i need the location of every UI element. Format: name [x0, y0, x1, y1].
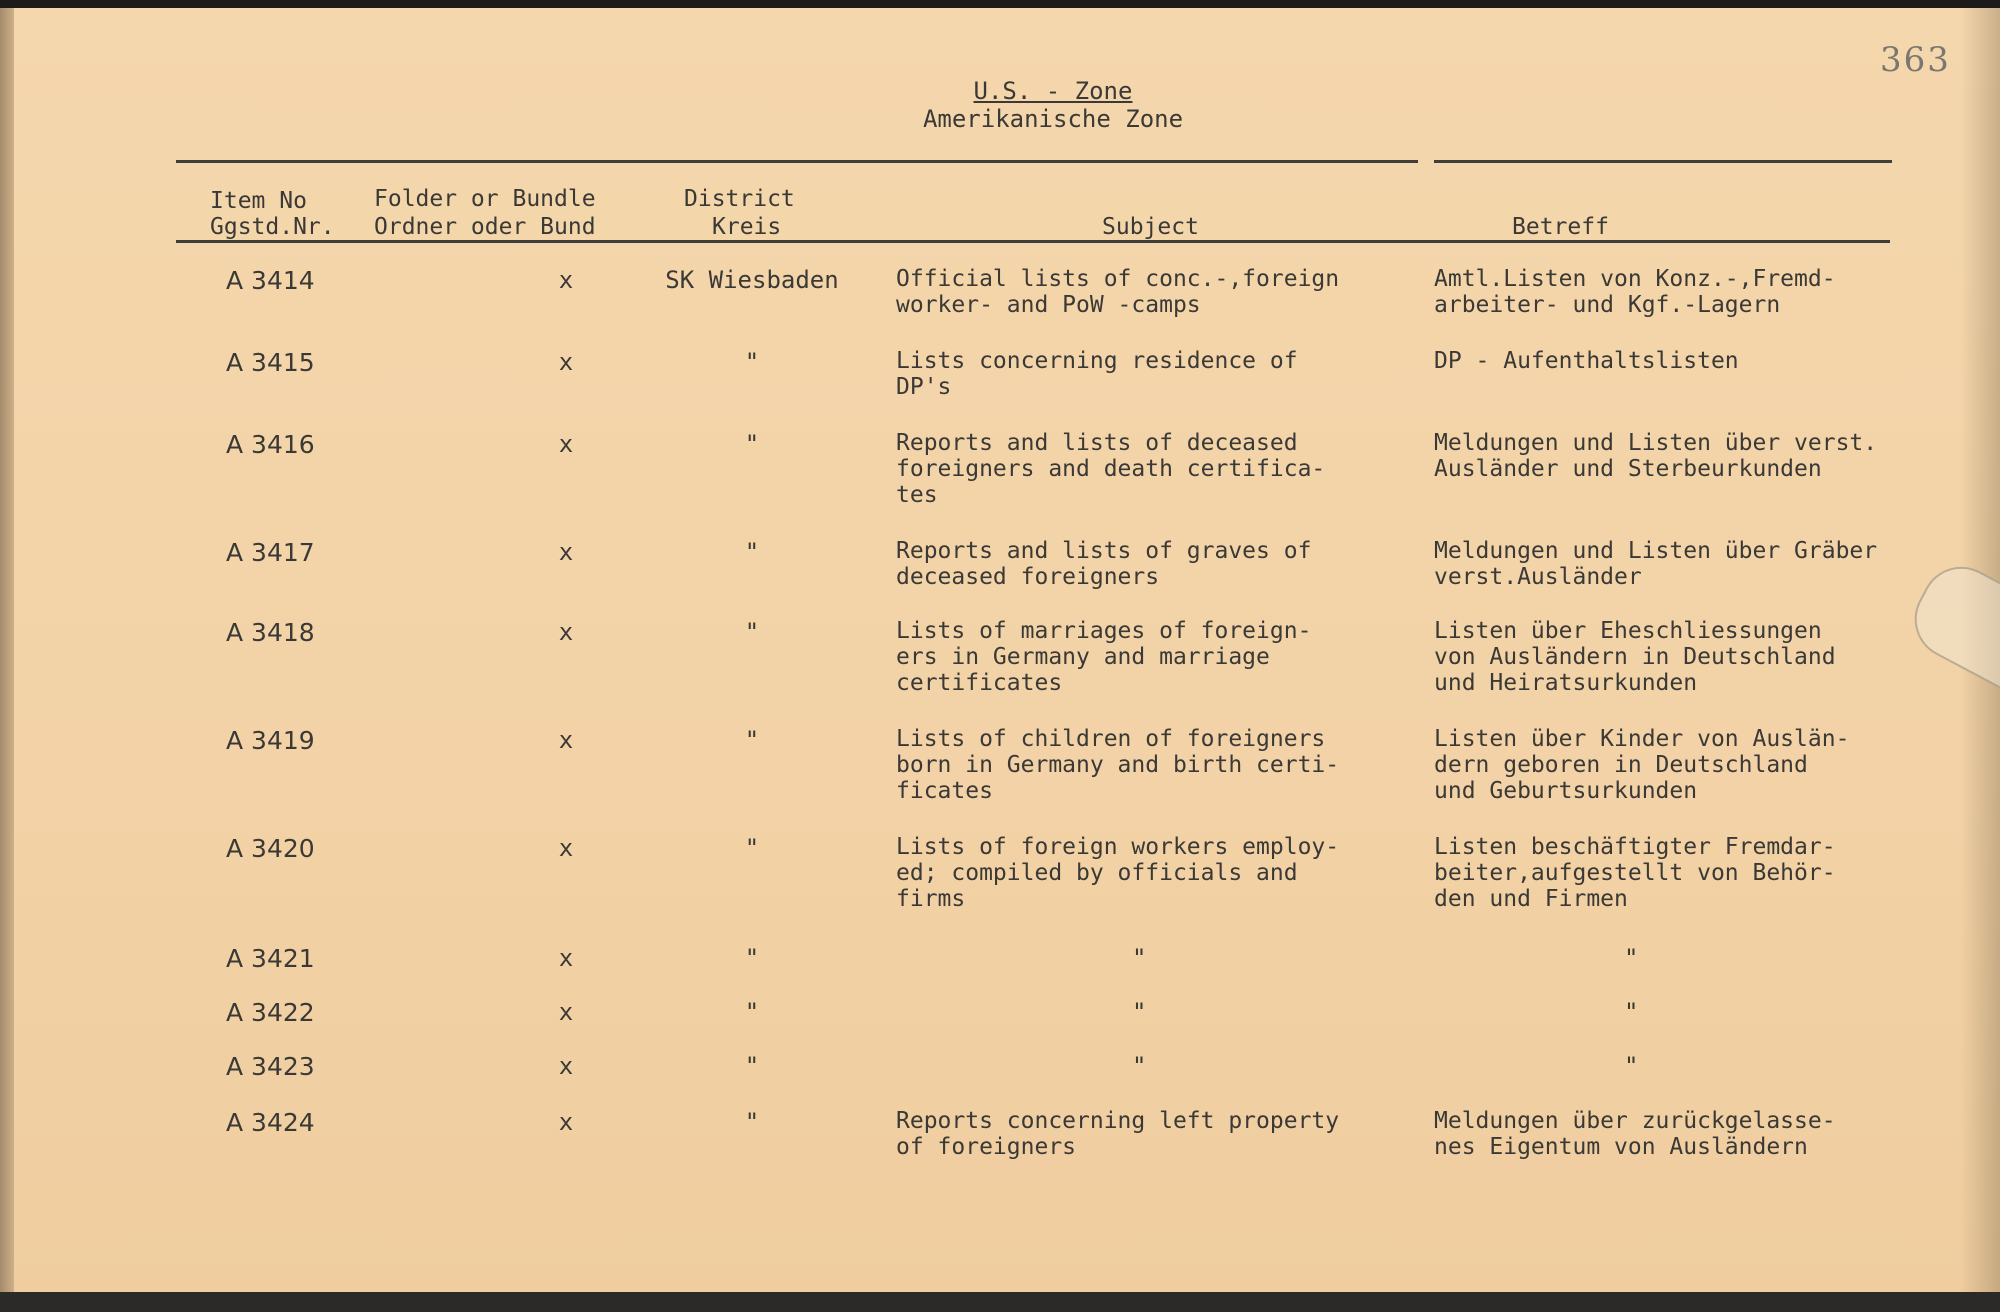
- item-number: A 3424: [226, 1108, 315, 1137]
- page-number: 363: [1880, 40, 1951, 80]
- betreff-text: Listen über Kinder von Auslän- dern geboren in Deutschland und Geburtsurkunden: [1434, 726, 1850, 804]
- betreff-text: Meldungen über zurückgelasse- nes Eigentum von Ausländern: [1434, 1108, 1836, 1160]
- header-betreff: Betreff: [1512, 214, 1609, 240]
- district: ": [744, 618, 760, 646]
- betreff-text: Listen beschäftigter Fremdar- beiter,aufgestellt von Behör- den und Firmen: [1434, 834, 1836, 912]
- header-item-en: Item No: [210, 188, 307, 214]
- folder-mark: x: [558, 1108, 574, 1136]
- subject-text: Lists of marriages of foreign- ers in Germany and marriage certificates: [896, 618, 1312, 696]
- zone-title-de: Amerikanische Zone: [922, 105, 1184, 133]
- folder-mark: x: [558, 1052, 574, 1080]
- district: ": [744, 538, 760, 566]
- subject-text: Official lists of conc.-,foreign worker- and PoW -camps: [896, 266, 1340, 318]
- district: ": [744, 430, 760, 458]
- district: SK Wiesbaden: [665, 266, 839, 294]
- header-subject: Subject: [1102, 214, 1199, 240]
- betreff-text: Listen über Eheschliessungen von Ausländern in Deutschland und Heiratsurkunden: [1434, 618, 1836, 696]
- district: ": [744, 998, 760, 1026]
- district: ": [744, 1052, 760, 1080]
- subject-ditto: ": [1132, 998, 1147, 1026]
- betreff-text: DP - Aufenthaltslisten: [1434, 348, 1739, 374]
- item-number: A 3421: [226, 944, 315, 973]
- district: ": [744, 726, 760, 754]
- subject-text: Lists of foreign workers employ- ed; compiled by officials and firms: [896, 834, 1340, 912]
- header-district-de: Kreis: [712, 214, 782, 240]
- subject-text: Reports concerning left property of foreigners: [896, 1108, 1340, 1160]
- betreff-ditto: ": [1624, 1052, 1639, 1080]
- betreff-ditto: ": [1624, 998, 1639, 1026]
- folder-mark: x: [558, 944, 574, 972]
- subject-ditto: ": [1132, 1052, 1147, 1080]
- subject-text: Lists concerning residence of DP's: [896, 348, 1298, 400]
- folder-mark: x: [558, 348, 574, 376]
- district: ": [744, 834, 760, 862]
- header-item-de: Ggstd.Nr.: [210, 214, 335, 240]
- folder-mark: x: [558, 834, 574, 862]
- top-rule-left: [176, 160, 1418, 163]
- item-number: A 3420: [226, 834, 315, 863]
- book-bottom-edge: [0, 1292, 2000, 1312]
- subject-ditto: ": [1132, 944, 1147, 972]
- betreff-text: Meldungen und Listen über Gräber verst.Ausländer: [1434, 538, 1878, 590]
- header-district-en: District: [684, 186, 795, 212]
- item-number: A 3417: [226, 538, 315, 567]
- folder-mark: x: [558, 998, 574, 1026]
- betreff-text: Amtl.Listen von Konz.-,Fremd- arbeiter- und Kgf.-Lagern: [1434, 266, 1836, 318]
- item-number: A 3419: [226, 726, 315, 755]
- folder-mark: x: [558, 618, 574, 646]
- item-number: A 3416: [226, 430, 315, 459]
- district: ": [744, 348, 760, 376]
- folder-mark: x: [558, 538, 574, 566]
- header-folder-en: Folder or Bundle: [374, 186, 596, 212]
- top-rule-right: [1434, 160, 1892, 163]
- district: ": [744, 944, 760, 972]
- subject-text: Lists of children of foreigners born in Germany and birth certi- ficates: [896, 726, 1340, 804]
- item-number: A 3422: [226, 998, 315, 1027]
- header-rule: [176, 240, 1890, 243]
- item-number: A 3418: [226, 618, 315, 647]
- item-number: A 3414: [226, 266, 315, 295]
- subject-text: Reports and lists of graves of deceased foreigners: [896, 538, 1312, 590]
- betreff-text: Meldungen und Listen über verst. Ausländer und Sterbeurkunden: [1434, 430, 1878, 482]
- item-number: A 3423: [226, 1052, 315, 1081]
- subject-text: Reports and lists of deceased foreigners and death certifica- tes: [896, 430, 1326, 508]
- header-folder-de: Ordner oder Bund: [374, 214, 596, 240]
- folder-mark: x: [558, 726, 574, 754]
- folder-mark: x: [558, 430, 574, 458]
- betreff-ditto: ": [1624, 944, 1639, 972]
- folder-mark: x: [558, 266, 574, 294]
- district: ": [744, 1108, 760, 1136]
- item-number: A 3415: [226, 348, 315, 377]
- zone-title-en: U.S. - Zone: [973, 77, 1133, 105]
